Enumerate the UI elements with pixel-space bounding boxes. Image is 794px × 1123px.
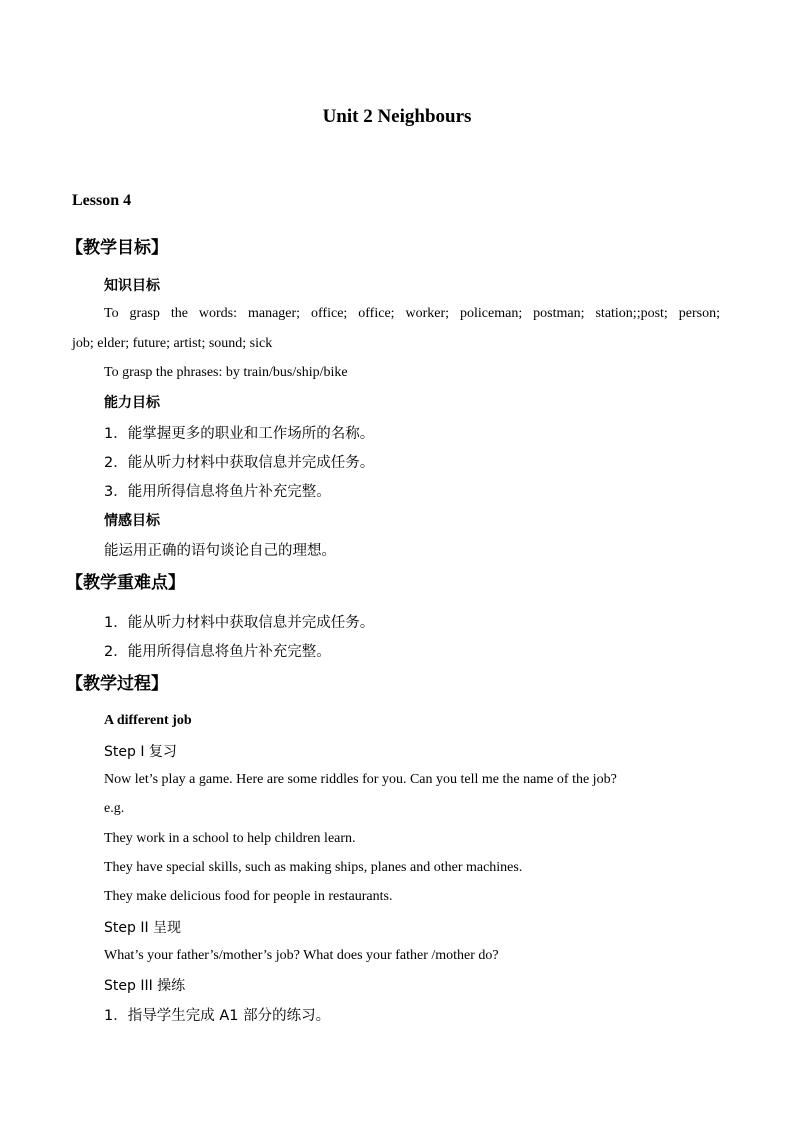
phrases-line: To grasp the phrases: by train/bus/ship/bike: [104, 365, 348, 380]
eg-label: e.g.: [104, 801, 125, 816]
step-2-text: What’s your father’s/mother’s job? What does your father /mother do?: [104, 948, 499, 963]
knowledge-objectives-label: 知识目标: [104, 278, 160, 294]
ability-item-1: 1．能掌握更多的职业和工作场所的名称。: [104, 426, 375, 442]
riddle-1: They work in a school to help children learn.: [104, 831, 356, 846]
step-3-label: Step III 操练: [104, 978, 186, 994]
step-1-intro: Now let’s play a game. Here are some riddles for you. Can you tell me the name of the job?: [104, 772, 617, 787]
ability-objectives-label: 能力目标: [104, 395, 160, 411]
process-heading: 【教学过程】: [66, 674, 168, 694]
step-3-item-1: 1．指导学生完成 A1 部分的练习。: [104, 1008, 331, 1024]
words-line-2: job; elder; future; artist; sound; sick: [72, 336, 273, 351]
key-point-2: 2．能用所得信息将鱼片补充完整。: [104, 644, 331, 660]
page-title: Unit 2 Neighbours: [322, 106, 472, 127]
riddle-2: They have special skills, such as making ships, planes and other machines.: [104, 860, 523, 875]
step-2-label: Step II 呈现: [104, 920, 182, 936]
riddle-3: They make delicious food for people in restaurants.: [104, 889, 393, 904]
ability-item-2: 2．能从听力材料中获取信息并完成任务。: [104, 455, 375, 471]
emotion-objective-text: 能运用正确的语句谈论自己的理想。: [104, 543, 336, 559]
words-line-1: To grasp the words: manager; office; office; worker; policeman; postman; station;;post; person;: [104, 306, 720, 321]
emotion-objectives-label: 情感目标: [104, 513, 160, 529]
lesson-heading: Lesson 4: [72, 192, 132, 209]
key-point-1: 1．能从听力材料中获取信息并完成任务。: [104, 615, 375, 631]
step-1-label: Step I 复习: [104, 744, 177, 760]
objectives-heading: 【教学目标】: [66, 238, 168, 258]
key-points-heading: 【教学重难点】: [66, 573, 185, 593]
process-subtitle: A different job: [104, 713, 192, 728]
ability-item-3: 3．能用所得信息将鱼片补充完整。: [104, 484, 331, 500]
